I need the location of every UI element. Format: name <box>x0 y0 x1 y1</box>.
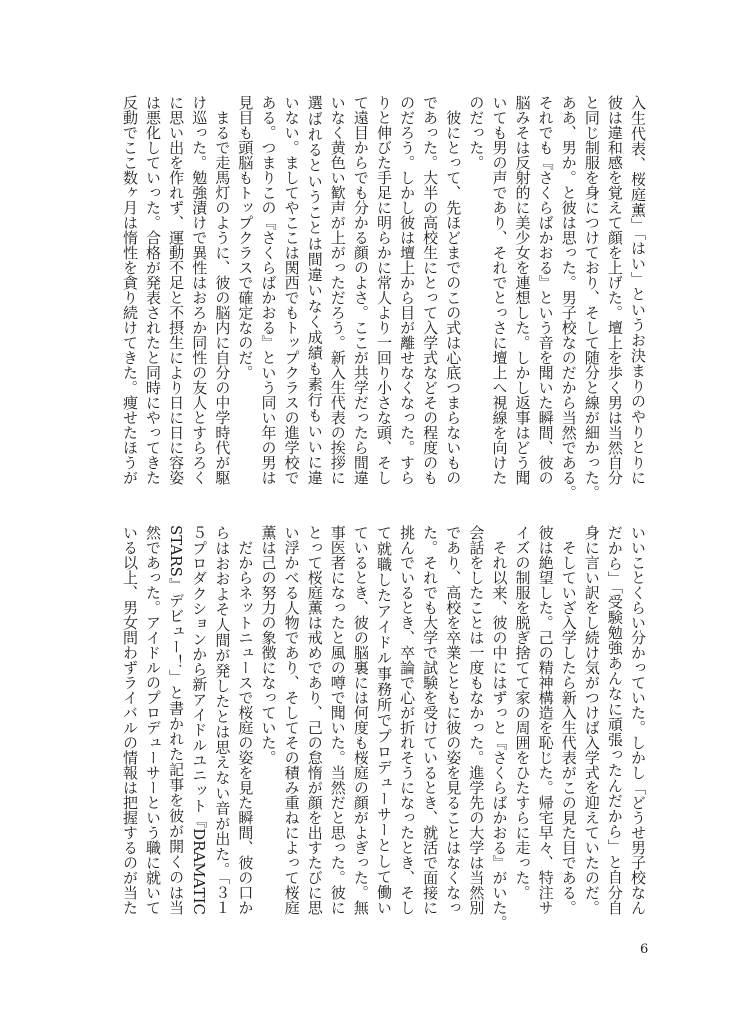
text-column: いる以上、男女問わずライバルの情報は把握するのが当た <box>120 525 139 915</box>
text-column: 彼は絶望した。己の精神構造を恥じた。帰宅早々、特注サ <box>536 525 555 915</box>
text-column: ５プロダクションから新アイドルユニット『DRAMATIC <box>190 525 209 915</box>
text-column: のだろう。しかし彼は壇上から目が離せなくなった。すら <box>398 95 417 485</box>
text-column: 会話をしたことは一度もなかった。進学先の大学は当然別 <box>467 525 486 915</box>
text-column: STARS』デビュー！」と書かれた記事を彼が開くのは当 <box>167 525 186 915</box>
text-column: て就職したアイドル事務所でプロデューサーとして働い <box>374 525 393 915</box>
text-column: た。それでも大学で試験を受けているとき、就活で面接に <box>421 525 440 915</box>
text-column: だから」「受験勉強あんなに頑張ったんだから」と自分自 <box>605 525 624 915</box>
text-column: それ以来、彼の中にはずっと『さくらばかおる』がいた。 <box>490 525 509 930</box>
text-column: いいことくらい分かっていた。しかし「どうせ男子校なん <box>629 525 647 915</box>
text-column: りと伸びた手足に明らかに常人より一回り小さな頭、そし <box>374 95 393 485</box>
text-column: ているとき、彼の脳裏には何度も桜庭の顔がよぎった。無 <box>351 525 370 915</box>
text-column: らはおおよそ人間が発したとは思えない音が出た。「３１ <box>213 525 232 915</box>
text-column: それでも『さくらばかおる』という音を聞いた瞬間、彼の <box>536 95 555 485</box>
text-column: のだった。 <box>467 95 486 170</box>
text-column: であった。大半の高校生にとって入学式などその程度のも <box>421 95 440 485</box>
text-column: であり、高校を卒業とともに彼の姿を見ることはなくなっ <box>444 525 463 915</box>
text-column: いない。ましてやここは関西でもトップクラスの進学校で <box>282 95 301 485</box>
text-column: 選ばれるということは間違いなく成績も素行もいいに違 <box>305 95 324 485</box>
text-column: 彼にとって、先ほどまでのこの式は心底つまらないもの <box>444 95 463 485</box>
text-column: イズの制服を脱ぎ捨てて家の周囲をひたすらに走った。 <box>513 525 532 900</box>
text-column: は悪化していった。合格が発表されたと同時にやってきた <box>144 95 163 485</box>
text-column: け巡った。勉強漬けで異性はおろか同性の友人とすらろく <box>190 95 209 485</box>
text-column: 薫は己の努力の象徴になっていた。 <box>259 525 278 765</box>
text-column: 脳みそは反射的に美少女を連想した。しかし返事はどう聞 <box>513 95 532 485</box>
text-column: 身に言い訳をし続け気がつけば入学式を迎えていたのだ。 <box>582 525 601 915</box>
text-column: 挑んでいるとき、卒論で心が折れそうになったとき、そし <box>398 525 417 915</box>
text-column: 然であった。アイドルのプロデューサーという職に就いて <box>144 525 163 915</box>
text-block-bottom <box>117 525 649 930</box>
text-column: まるで走馬灯のように、彼の脳内に自分の中学時代が駆 <box>213 95 232 485</box>
text-block-top <box>117 95 649 500</box>
text-column: とって桜庭薫は戒めであり、己の怠惰が顔を出すたびに思 <box>305 525 324 915</box>
text-column: 反動でここ数ヶ月は惰性を貪り続けてきた。痩せたほうが <box>120 95 139 485</box>
text-column: いなく黄色い歓声が上がっただろう。新入生代表の挨拶に <box>328 95 347 485</box>
text-column: い浮かべる人物であり、そしてその積み重ねによって桜庭 <box>282 525 301 915</box>
text-column: と同じ制服を身につけており、そして随分と線が細かった。 <box>582 95 601 500</box>
text-column: 彼は違和感を覚えて顔を上げた。壇上を歩く男は当然自分 <box>605 95 624 485</box>
text-column: 事医者になったと風の噂で聞いた。当然だと思った。彼に <box>328 525 347 915</box>
text-column: 見目も頭脳もトップクラスで確定なのだ。 <box>236 95 255 380</box>
text-column: いても男の声であり、それでとっさに壇上へ視線を向けた <box>490 95 509 485</box>
text-column: ああ、男か。と彼は思った。男子校なのだから当然である。 <box>559 95 578 500</box>
text-column: そしていざ入学したら新入生代表がこの見た目である。 <box>559 525 578 915</box>
text-column: ある。つまりこの『さくらばかおる』という同い年の男は <box>259 95 278 485</box>
text-column: に思い出を作れず、運動不足と不摂生により日に日に容姿 <box>167 95 186 485</box>
page-number: 6 <box>640 942 649 957</box>
text-column: て遠目からでも分かる顔のよさ。ここが共学だったら間違 <box>351 95 370 485</box>
text-column: 入生代表、桜庭薫」「はい」というお決まりのやりとりに <box>629 95 647 485</box>
text-column: だからネットニュースで桜庭の姿を見た瞬間、彼の口か <box>236 525 255 915</box>
